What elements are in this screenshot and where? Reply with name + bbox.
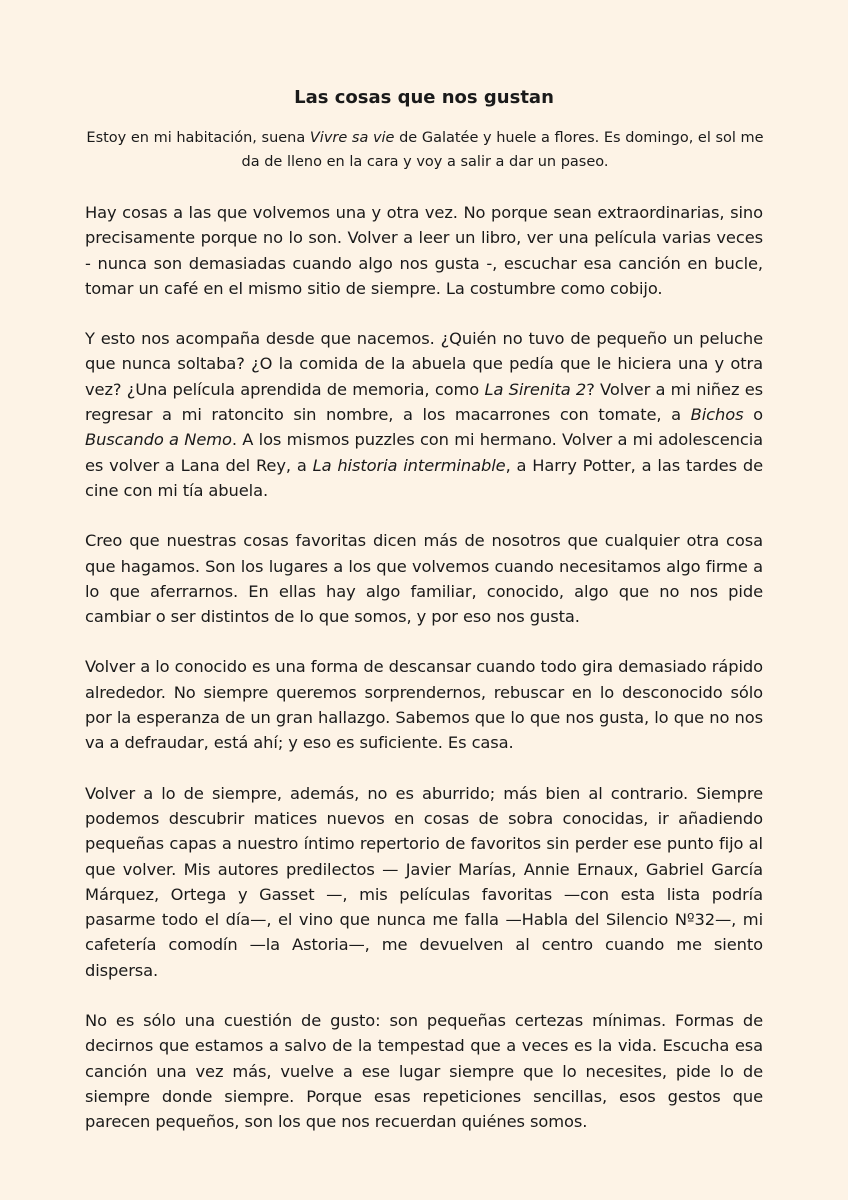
film-title-bichos: Bichos [690, 405, 744, 425]
paragraph-2-text-b: ? Volver a mi niñez es regresar a mi ratoncito sin nombre, a los macarrones con tomate, a [85, 379, 764, 425]
film-title-sirenita: La Sirenita 2 [484, 379, 587, 399]
intro-text-after: de Galatée y huele a flores. Es domingo, el sol me da de lleno en la cara y voy a salir a dar un paseo. [241, 130, 764, 170]
page-title: Las cosas que nos gustan [294, 87, 554, 108]
paragraph-2-text-a: Y esto nos acompaña desde que nacemos. ¿Quién no tuvo de pequeño un peluche que nunca soltaba? ¿O la comida de la abuela que pedía que le hiciera una y otra vez? ¿Una película aprendida de memoria, como [85, 329, 763, 399]
film-title-nemo: Buscando a Nemo [85, 430, 232, 450]
paragraph-2-text-d: . A los mismos puzzles con mi hermano. Volver a mi adolescencia es volver a Lana del Rey, a [85, 430, 764, 475]
intro-song-title: Vivre sa vie [309, 130, 395, 146]
intro-paragraph [85, 126, 765, 174]
paragraph-5: Volver a lo de siempre, además, no es aburrido; más bien al contrario. Siempre podemos descubrir matices nuevos en cosas de sobra conocidas, ir añadiendo pequeñas capas a nuestro íntimo repertorio de favoritos sin perder ese punto fijo al que volver. Mis autores predilectos — Javier Marías, Annie Ernaux, Gabriel García Márquez, Ortega y Gasset —, mis películas favoritas —con esta lista podría pasarme todo el día—, el vino que nunca me falla —Habla del Silencio Nº32—, mi cafetería comodín —la Astoria—, me devuelven al centro cuando me siento dispersa. [85, 783, 763, 980]
book-title-historia: La historia interminable [312, 455, 506, 475]
paragraph-2-text-c: o [743, 405, 764, 425]
paragraph-3: Creo que nuestras cosas favoritas dicen más de nosotros que cualquier otra cosa que hagamos. Son los lugares a los que volvemos cuando necesitamos algo firme a lo que aferrarnos. En ellas hay algo familiar, conocido, algo que no nos pide cambiar o ser distintos de lo que somos, y por eso nos gusta. [85, 531, 763, 627]
paragraph-4: Volver a lo conocido es una forma de descansar cuando todo gira demasiado rápido alrededor. No siempre queremos sorprendernos, rebuscar en lo desconocido sólo por la esperanza de un gran hallazgo. Sabemos que lo que nos gusta, lo que no nos va a defraudar, está ahí; y eso es suficiente. Es casa. [85, 657, 763, 753]
intro-text-before: Estoy en mi habitación, suena [86, 130, 310, 146]
paragraph-6: No es sólo una cuestión de gusto: son pequeñas certezas mínimas. Formas de decirnos que estamos a salvo de la tempestad que a veces es la vida. Escucha esa canción una vez más, vuelve a ese lugar siempre que lo necesites, pide lo de siempre donde siempre. Porque esas repeticiones sencillas, esos gestos que parecen pequeños, son los que nos recuerdan quiénes somos. [85, 1011, 763, 1132]
paragraph-2-text-e: , a Harry Potter, a las tardes de cine con mi tía abuela. [85, 455, 763, 500]
paragraph-2 [85, 326, 763, 503]
article-body [85, 200, 763, 1135]
paragraph-1: Hay cosas a las que volvemos una y otra vez. No porque sean extraordinarias, sino precisamente porque no lo son. Volver a leer un libro, ver una película varias veces - nunca son demasiadas cuando algo nos gusta -, escuchar esa canción en bucle, tomar un café en el mismo sitio de siempre. La costumbre como cobijo. [85, 203, 763, 298]
